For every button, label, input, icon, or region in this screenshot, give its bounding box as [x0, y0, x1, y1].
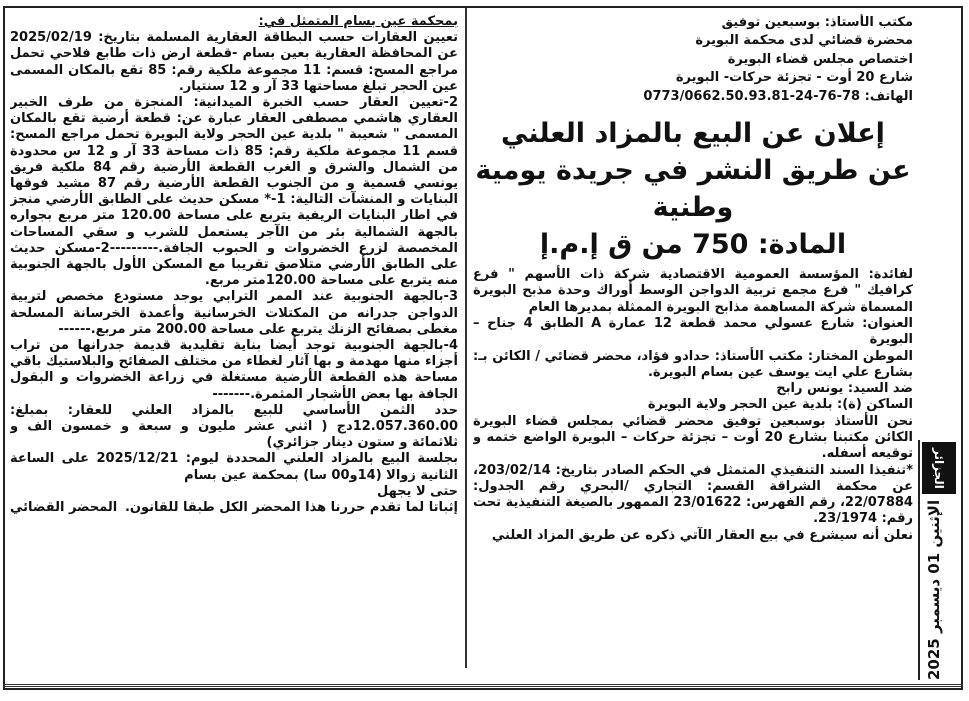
left-paragraph: بجلسة البيع بالمزاد العلني المحددة ليوم: 2025/12/21 على الساعة الثانية زوالا (14و00 سا) بمحكمة عين بسام	[10, 451, 458, 483]
announcement-body	[473, 267, 913, 544]
publication-date: الإثنين 01 ديسمبر 2025	[925, 499, 943, 680]
left-paragraph: بمحكمة عين بسام المتمثل في:	[258, 14, 458, 29]
column-divider	[465, 8, 467, 668]
body-paragraph: لفائدة: المؤسسة العمومية الاقتصادية شركة ذات الأسهم " فرع كرافيك " فرع مجمع تربية الدواجن الوسط أوراك وحدة مذبح البويرة المسماة شركة المساهمة مذابح البويرة الممثلة بمديرها العام	[473, 267, 913, 315]
office-line: الهاتف: 78-76-24-0773/0662.50.93.81	[643, 88, 913, 104]
body-paragraph: *تنفيذا السند التنفيذي المتمثل في الحكم الصادر بتاريخ: 203/02/14، عن محكمة الشراقة القسم: التجاري /البحري رقم الجدول: 22/07884، رقم الفهرس: 23/01622 الممهور بالصيغة التنفيذية تحت رقم: 23/1974.	[473, 462, 913, 527]
left-paragraph: 4-بالجهة الجنوبية توجد أيضا بناية تقليدية قديمة جدرانها من تراب أجزاء منها مهدمة و بها آثار لغطاء من مختلف الصفائح والبلاستيك باقي مساحة هذه القطعة الأرضية مستغلة في زراعة الخضروات و البقول الجافة بها بعض الأشجار المثمرة.-------	[10, 338, 458, 402]
newspaper-logo: الجزائر	[922, 442, 956, 494]
headline-line: وطنية	[652, 192, 734, 224]
office-line: شارع 20 أوت - تجزئة حركات- البويرة	[675, 70, 913, 86]
right-column	[473, 14, 913, 674]
body-paragraph: نعلن أنه سيشرع في بيع العقار الآتي ذكره عن طريق المزاد العلني	[491, 527, 913, 543]
body-paragraph: نحن الأستاذ بوسبعين توفيق محضر قضائي بمجلس قضاء البويرة الكائن مكتبنا بشارع 20 أوت – تجزئة حركات – البويرة الواضع ختمه و توقيعه أسفله.	[473, 413, 913, 462]
left-paragraph: حتى لا يجهل	[377, 483, 458, 499]
bottom-rule	[3, 684, 963, 687]
left-column	[10, 14, 458, 672]
body-paragraph: العنوان: شارع عسولي محمد قطعة 12 عمارة A الطابق 4 جناح – البويرة	[473, 315, 913, 348]
body-paragraph: الساكن (ة): بلدية عين الحجر ولاية البويرة	[647, 397, 913, 413]
headline-line: المادة: 750 من ق إ.م.إ	[539, 229, 847, 261]
left-paragraph: تعيين العقارات حسب البطاقة العقارية المسلمة بتاريخ: 2025/02/19 عن المحافظة العقارية بعين بسام -قطعة ارض ذات طابع فلاحي تحمل مراجع المسح: قسم: 11 مجموعة ملكية رقم: 85 تقع بالمكان المسمى عين الحجر تبلغ مساحتها 33 آر و 12 سنتيار.	[10, 30, 458, 94]
office-line: اختصاص مجلس قضاء البويرة	[727, 51, 913, 67]
body-paragraph: ضد السيد: يونس رابح	[776, 381, 913, 397]
headline-line: عن طريق النشر في جريدة يومية	[475, 155, 911, 187]
closing-statement: إثباتا لما تقدم حررنا هذا المحضر الكل طبقا للقانون.	[124, 500, 458, 516]
closing-line	[10, 500, 458, 516]
office-line: محضرة قضائي لدى محكمة البويرة	[695, 33, 913, 49]
office-header	[473, 14, 913, 106]
headline-line: إعلان عن البيع بالمزاد العلني	[501, 118, 885, 150]
announcement-headline	[473, 115, 913, 263]
body-paragraph: الموطن المختار: مكتب الأستاذ: حدادو فؤاد، محضر قضائي / الكائن بـ: بشارع علي ايت يوسف عين بسام البويرة.	[473, 348, 913, 380]
left-paragraph: حدد الثمن الأساسي للبيع بالمزاد العلني للعقار: بمبلغ: 12.057.360.00دج ( اثني عشر مليون و سبعة و خمسون الف و ثلاثمائة و ستون دينار جزائري)	[10, 402, 458, 451]
signature-title: المحضر القضائي	[10, 500, 118, 516]
left-paragraph: 2-تعيين العقار حسب الخبرة الميدانية: المنجزة من طرف الخبير العقاري هاشمي مصطفى العقار عبارة عن: قطعة أرضية تقع بالمكان المسمى " شعيبة " بلدية عين الحجر ولاية البويرة تحمل مراجع المسح: قسم 11 مجموعة ملكية رقم: 85 ذات مساحة 33 آر و 12 س محدودة من الشمال والشرق و الغرب القطعة الأرضية رقم 84 ملكية فريق يونسي قسمية و من الجنوب القطعة الأرضية رقم 87 مشيد فوقها البنايات و المنشآت التالية: 1-* مسكن حديث على الطابق الأرضي منجز في اطار البنايات الريفية يتربع على مساحة 120.00 متر مربع بجواره بالجهة الشمالية بئر من الآجر يستعمل للشرب و سقي المساحات المخصصة لزرع الخضروات و الحبوب الجافة.---------2-مسكن حديث على الطابق الأرضي متلاصق تقريبا مع المسكن الأول بالجهة الجنوبية منه يتربع على مساحة 120.00متر مربع.	[10, 95, 458, 289]
office-line: مكتب الأستاذ: بوسبعين توفيق	[721, 15, 913, 30]
left-paragraph: 3-بالجهة الجنوبية عند الممر الترابي يوجد مستودع مخصص لتربية الدواجن جدرانه من المكتلات الخرسانية وأعمدة الخرسانة المسلحة مغطى بصفائح الزنك يتربع على مساحة 200.00 متر مربع.------	[10, 289, 458, 337]
